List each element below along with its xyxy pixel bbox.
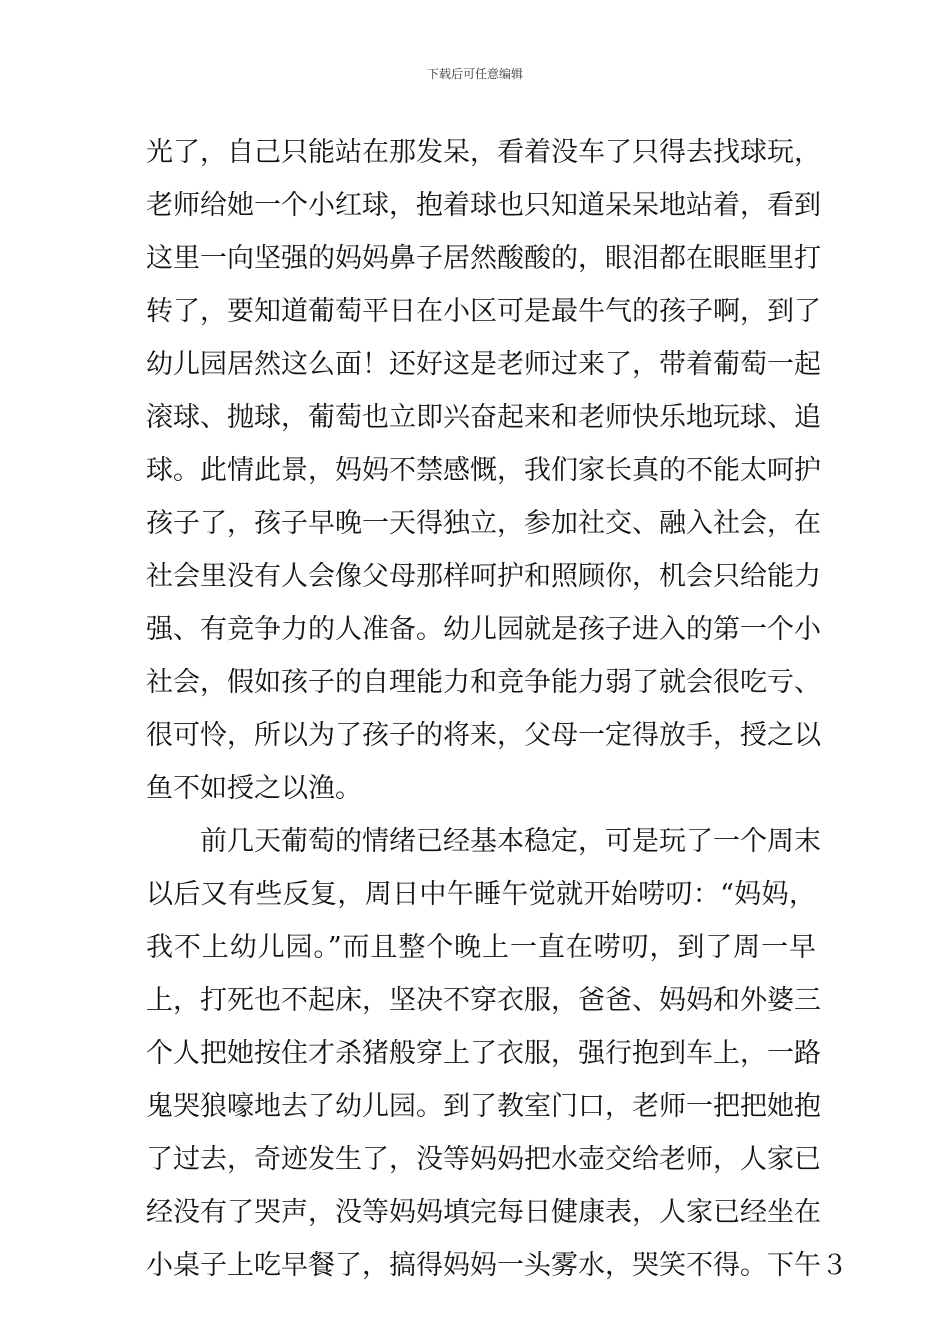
text-line: 老师给她一个小红球，抱着球也只知道呆呆地站着，看到 xyxy=(146,190,821,221)
text-line: 我不上幼儿园。”而且整个晚上一直在唠叨，到了周一早 xyxy=(146,932,816,963)
text-line: 上，打死也不起床，坚决不穿衣服，爸爸、妈妈和外婆三 xyxy=(146,985,821,1016)
text-line: 经没有了哭声，没等妈妈填完每日健康表，人家已经坐在 xyxy=(146,1197,821,1228)
text-line: 以后又有些反复，周日中午睡午觉就开始唠叨：“妈妈， xyxy=(146,879,816,910)
text-line: 个人把她按住才杀猪般穿上了衣服，强行抱到车上，一路 xyxy=(146,1038,821,1069)
text-line: 球。此情此景，妈妈不禁感慨，我们家长真的不能太呵护 xyxy=(146,455,821,486)
text-line: 鱼不如授之以渔。 xyxy=(146,773,362,804)
text-line: 转了，要知道葡萄平日在小区可是最牛气的孩子啊，到了 xyxy=(146,296,821,327)
text-line: 小桌子上吃早餐了，搞得妈妈一头雾水，哭笑不得。下午３ xyxy=(146,1250,848,1281)
text-line: 幼儿园居然这么面！还好这是老师过来了，带着葡萄一起 xyxy=(146,349,821,380)
text-line: 了过去，奇迹发生了，没等妈妈把水壶交给老师，人家已 xyxy=(146,1144,821,1175)
document-body xyxy=(146,126,848,1292)
text-line: 强、有竞争力的人准备。幼儿园就是孩子进入的第一个小 xyxy=(146,614,821,645)
text-line: 滚球、抛球，葡萄也立即兴奋起来和老师快乐地玩球、追 xyxy=(146,402,821,433)
text-line: 孩子了，孩子早晚一天得独立，参加社交、融入社会，在 xyxy=(146,508,821,539)
text-line: 社会，假如孩子的自理能力和竞争能力弱了就会很吃亏、 xyxy=(146,667,821,698)
text-line: 社会里没有人会像父母那样呵护和照顾你，机会只给能力 xyxy=(146,561,821,592)
paragraph-1 xyxy=(146,126,821,815)
text-line: 这里一向坚强的妈妈鼻子居然酸酸的，眼泪都在眼眶里打 xyxy=(146,243,821,274)
text-line: 很可怜，所以为了孩子的将来，父母一定得放手，授之以 xyxy=(146,720,821,751)
paragraph-2 xyxy=(146,815,848,1292)
text-line: 前几天葡萄的情绪已经基本稳定，可是玩了一个周末 xyxy=(200,826,821,857)
page-header: 下载后可任意编辑 xyxy=(426,67,523,81)
text-line: 光了，自己只能站在那发呆，看着没车了只得去找球玩， xyxy=(146,137,821,168)
text-line: 鬼哭狼嚎地去了幼儿园。到了教室门口，老师一把把她抱 xyxy=(146,1091,821,1122)
